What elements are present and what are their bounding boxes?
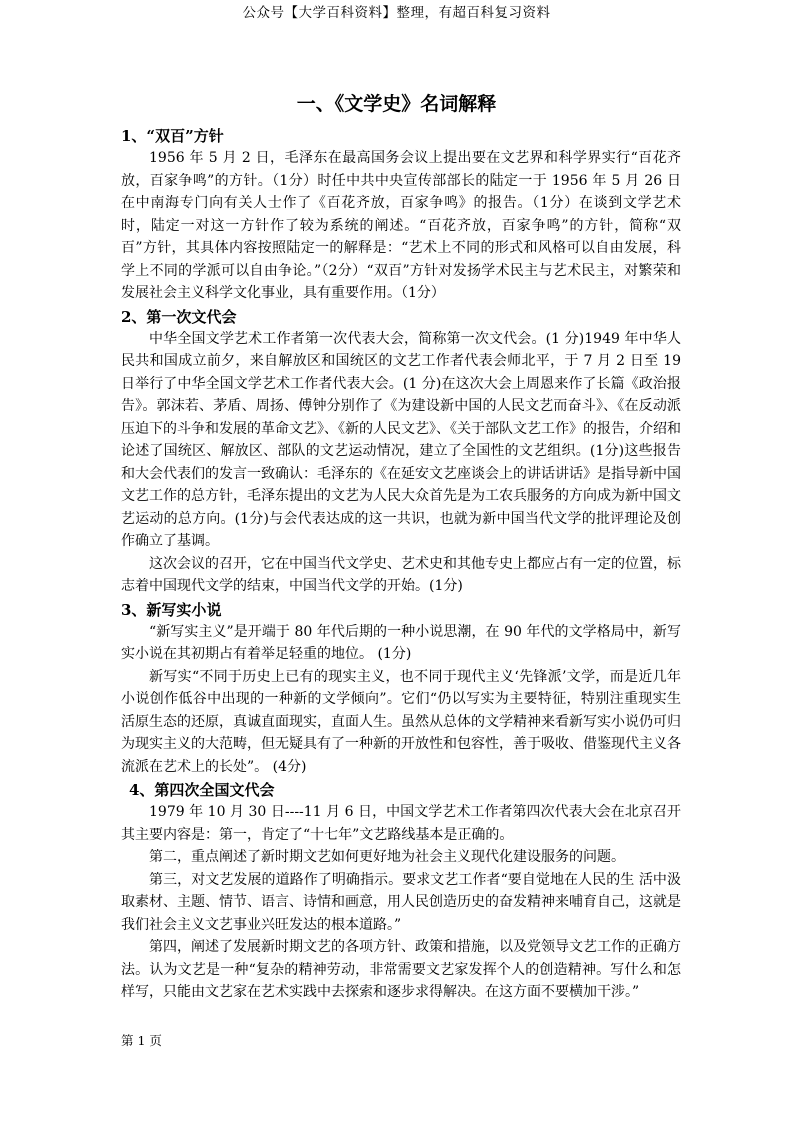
section-first-wendaihui bbox=[121, 307, 681, 598]
section-paragraph: 第二，重点阐述了新时期文艺如何更好地为社会主义现代化建设服务的问题。 bbox=[149, 849, 625, 865]
section-paragraph: 这次会议的召开，它在中国当代文学史、艺术史和其他专史上都应占有一定的位置，标志着中国现代文学的结束，中国当代文学的开始。(1分) bbox=[121, 555, 681, 594]
section-paragraph: 新写实“不同于历史上已有的现实主义，也不同于现代主义‘先锋派’文学，而是近几年小说创作低谷中出现的一种新的文学倾向”。它们“仍以写实为主要特征，特别注重现实生活原生态的还原，真诚直面现实，直面人生。虽然从总体的文学精神来看新写实小说仍可归为现实主义的大范畴，但无疑具有了一种新的开放性和包容性，善于吸收、借鉴现代主义各流派在艺术上的长处”。 (4分) bbox=[121, 668, 681, 775]
section-paragraph: 第四，阐述了发展新时期文艺的各项方针、政策和措施，以及党领导文艺工作的正确方法。认为文艺是一种“复杂的精神劳动，非常需要文艺家发挥个人的创造精神。写什么和怎样写，只能由文艺家在艺术实践中去探索和逐步求得解决。在这方面不要横加干涉。” bbox=[121, 939, 681, 1000]
page-title: 一、《文学史》名词解释 bbox=[296, 93, 497, 115]
section-paragraph: 1979 年 10 月 30 日----11 月 6 日，中国文学艺术工作者第四次代表大会在北京召开其主要内容是：第一，肯定了“十七年”文艺路线基本是正确的。 bbox=[121, 804, 681, 843]
section-heading: 1、“双百”方针 bbox=[121, 127, 224, 145]
page-number: 第 1 页 bbox=[121, 1033, 162, 1048]
section-xinxieshi bbox=[121, 600, 681, 779]
document-body bbox=[121, 124, 681, 1004]
section-heading: 3、新写实小说 bbox=[121, 600, 222, 619]
section-paragraph: 第三，对文艺发展的道路作了明确指示。要求文艺工作者“要自觉地在人民的生 活中汲取素材、主题、情节、语言、诗情和画意，用人民创造历史的奋发精神来哺育自己，这就是我们社会主义文艺事业兴旺发达的根本道路。” bbox=[121, 871, 681, 933]
section-fourth-wendaihui bbox=[121, 780, 681, 1004]
page-header: 公众号【大学百科资料】整理，有超百科复习资料 bbox=[242, 5, 551, 21]
section-paragraph: 1956 年 5 月 2 日，毛泽东在最高国务会议上提出要在文艺界和科学界实行“百花齐放，百家争鸣”的方针。（1分）时任中共中央宣传部部长的陆定一于 1956 年 5 月 26 日在中南海专门向有关人士作了《百花齐放，百家争鸣》的报告。（1分）在谈到文学艺术时，陆定一对这一方针作了较为系统的阐述。“百花齐放，百家争鸣”的方针，简称“双百”方针，其具体内容按照陆定一的解释是：“艺术上不同的形式和风格可以自由发展，科学上不同的学派可以自由争论。”（2分）“双百”方针对发扬学术民主与艺术民主，对繁荣和发展社会主义科学文化事业，具有重要作用。（1分） bbox=[121, 150, 681, 301]
section-paragraph: “新写实主义”是开端于 80 年代后期的一种小说思潮，在 90 年代的文学格局中，新写实小说在其初期占有着举足轻重的地位。 (1分) bbox=[121, 623, 681, 662]
section-heading: 2、第一次文代会 bbox=[121, 307, 237, 326]
section-paragraph: 中华全国文学艺术工作者第一次代表大会，简称第一次文代会。(1 分)1949 年中华人民共和国成立前夕，来自解放区和国统区的文艺工作者代表会师北平，于 7 月 2 日至 19 日举行了中华全国文学艺术工作者代表大会。(1 分)在这次大会上周恩来作了长篇《政治报告》。郭沫若、茅盾、周扬、傅钟分别作了《为建设新中国的人民文艺而奋斗》、《在反动派压迫下的斗争和发展的革命文艺》、《新的人民文艺》、《关于部队文艺工作》的报告，介绍和论述了国统区、解放区、部队的文艺运动情况，建立了全国性的文艺组织。(1分)这些报告和大会代表们的发言一致确认：毛泽东的《在延安文艺座谈会上的讲话讲话》是指导新中国文艺工作的总方针，毛泽东提出的文艺为人民大众首先是为工农兵服务的方向成为新中国文艺运动的总方向。(1分)与会代表达成的这一共识，也就为新中国当代文学的批评理论及创作确立了基调。 bbox=[121, 330, 681, 549]
section-shuangbai bbox=[121, 126, 681, 305]
section-heading: 4、第四次全国文代会 bbox=[129, 781, 275, 799]
